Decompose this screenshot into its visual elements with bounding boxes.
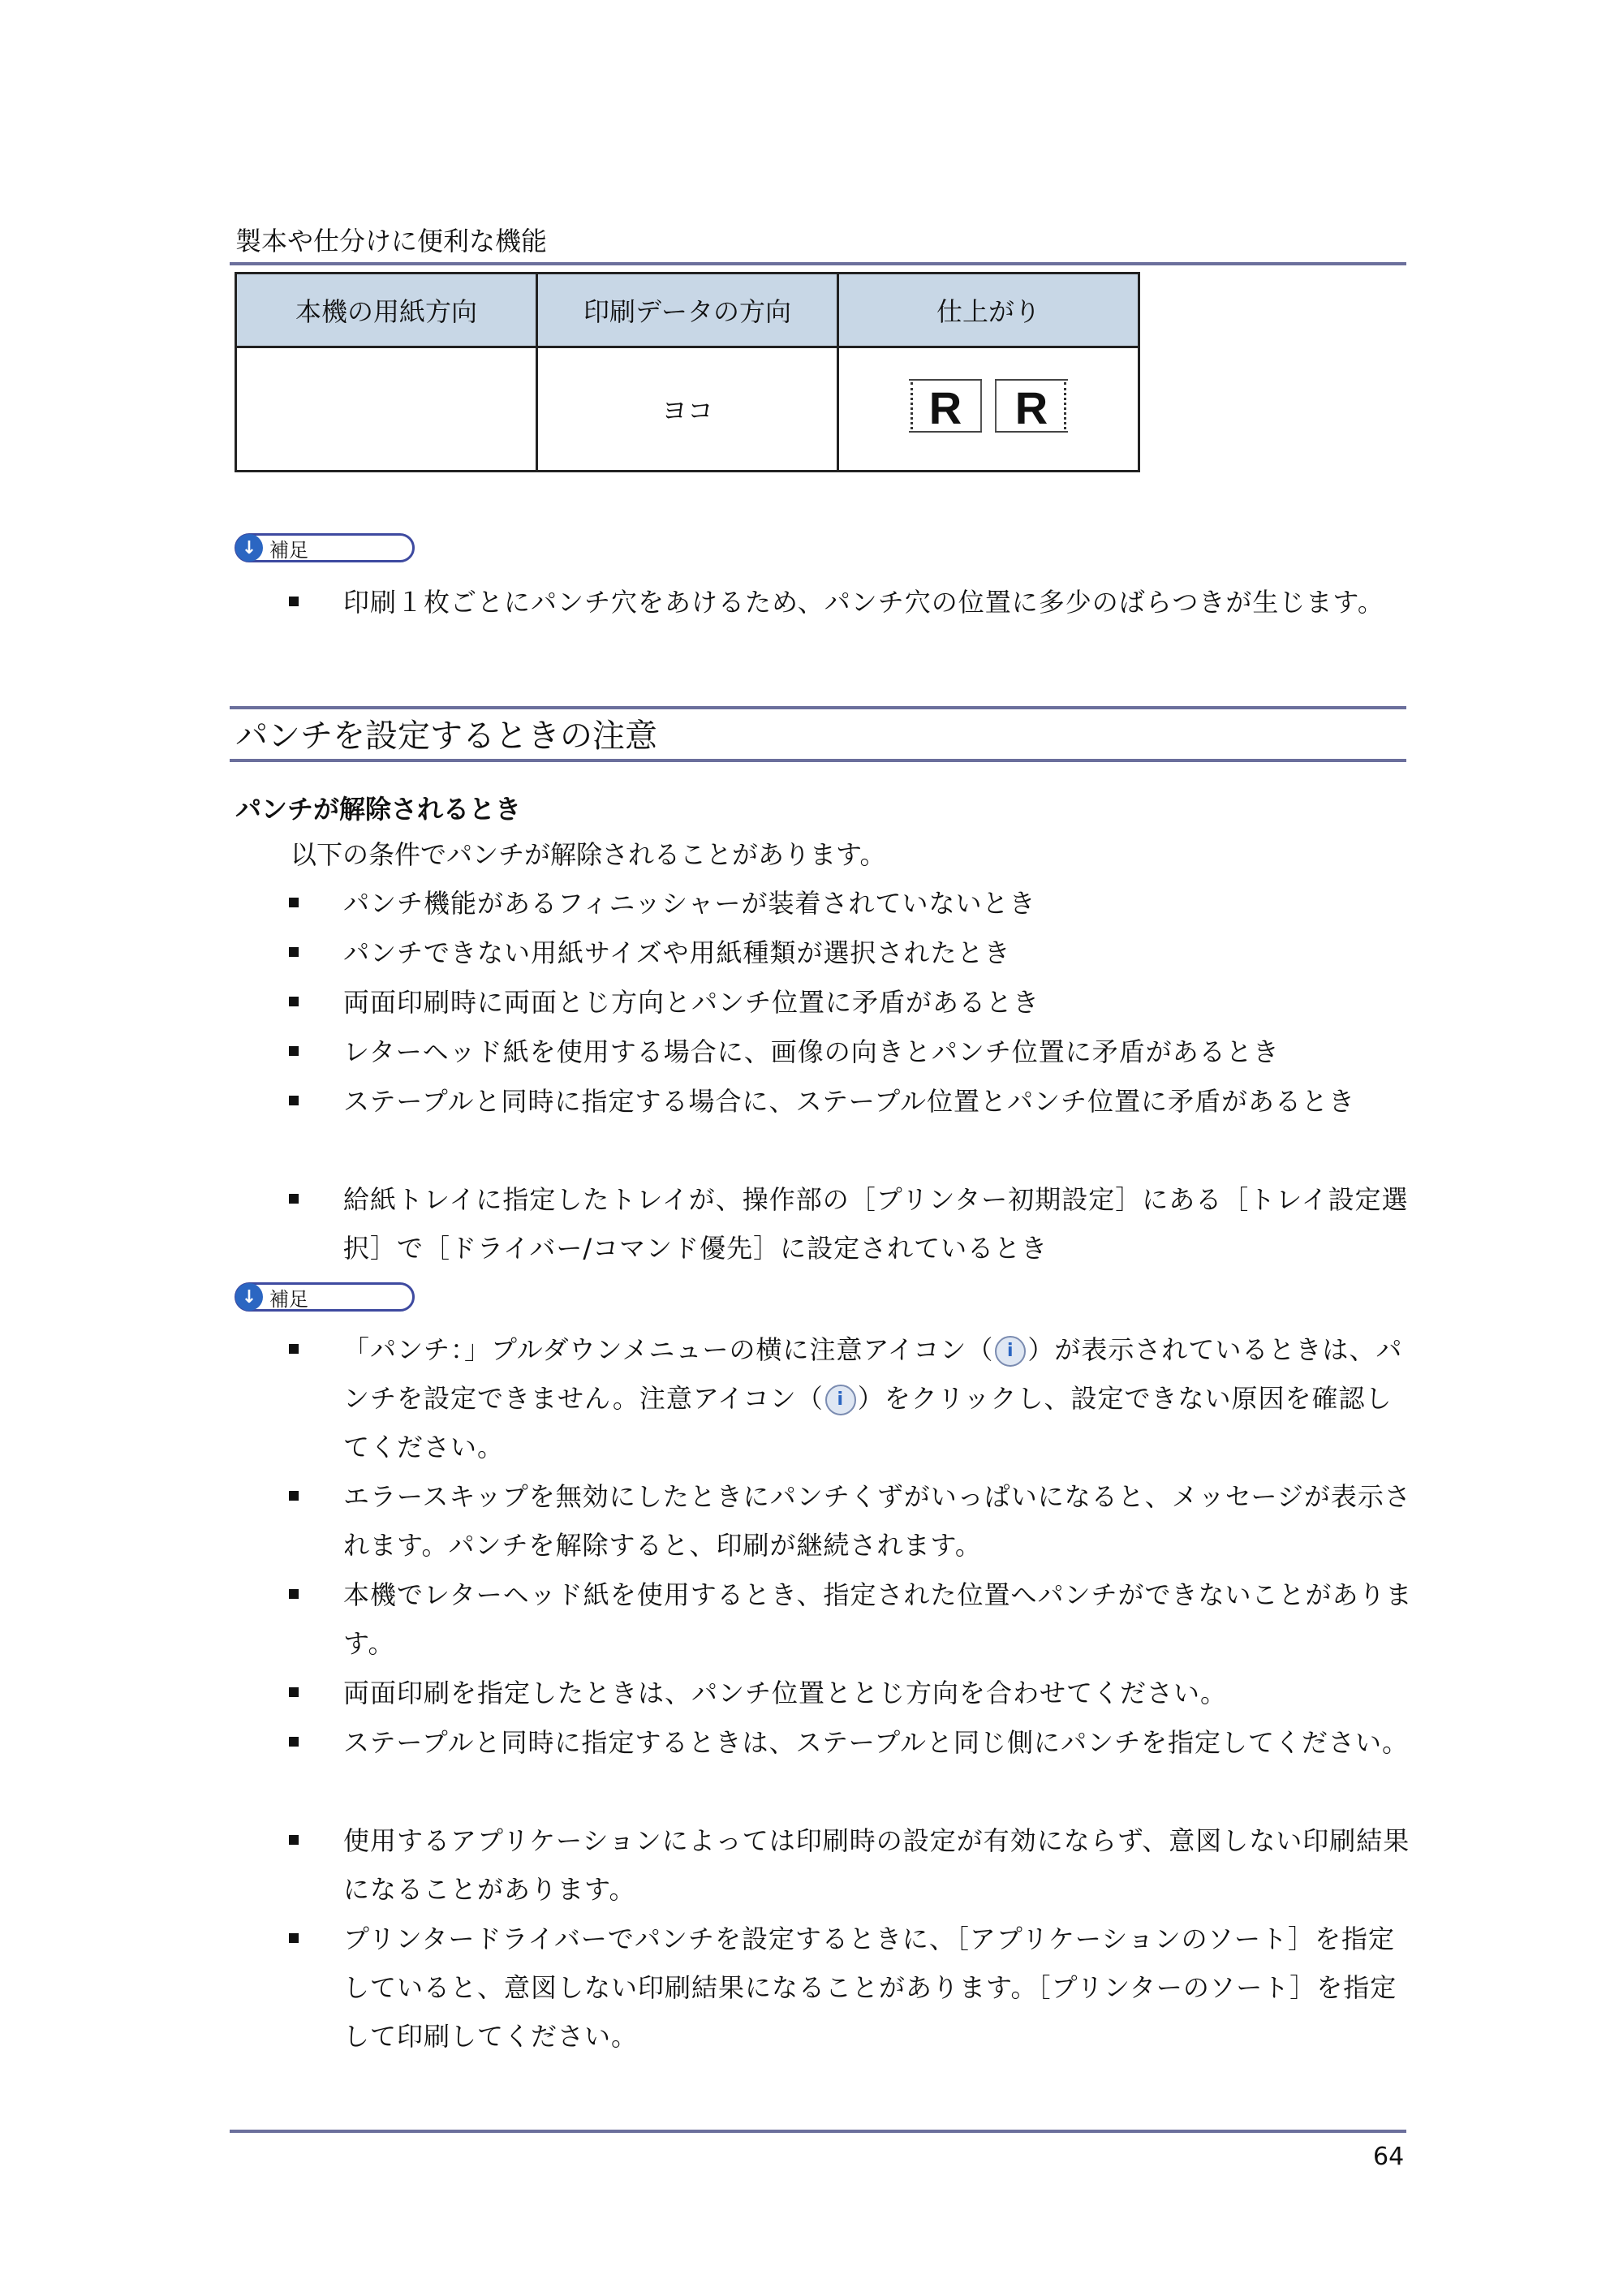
bullet-icon	[289, 597, 299, 606]
bullet-icon	[289, 1737, 299, 1747]
list-item: 給紙トレイに指定したトレイが、操作部の［プリンター初期設定］にある［トレイ設定選択］で［ドライバー/コマンド優先］に設定されているとき	[343, 1184, 1409, 1264]
list-item: ステープルと同時に指定するときは、ステープルと同じ側にパンチを指定してください。	[343, 1727, 1409, 1758]
footer-rule	[230, 2130, 1406, 2133]
table-header: 本機の用紙方向	[236, 274, 537, 347]
list-item: 印刷１枚ごとにパンチ穴をあけるため、パンチ穴の位置に多少のばらつきが生じます。	[343, 587, 1384, 618]
finish-table	[235, 272, 1140, 472]
table-row	[236, 347, 1139, 472]
bullet-icon	[289, 947, 299, 957]
table-header: 印刷データの方向	[537, 274, 838, 347]
list-item: 両面印刷時に両面とじ方向とパンチ位置に矛盾があるとき	[343, 987, 1040, 1018]
bullet-icon	[289, 1835, 299, 1845]
bullet-icon	[289, 997, 299, 1006]
bullet-icon	[289, 898, 299, 907]
bullet-icon	[289, 1933, 299, 1943]
section-heading: パンチを設定するときの注意	[235, 717, 657, 755]
note-label: 補足	[269, 1287, 308, 1311]
table-header: 仕上がり	[838, 274, 1139, 347]
finish-illustration	[909, 379, 1068, 433]
bullet-icon	[289, 1344, 299, 1354]
sheet-icon	[995, 379, 1068, 433]
list-item: プリンタードライバーでパンチを設定するときに、［アプリケーションのソート］を指定していると、意図しない印刷結果になることがあります。［プリンターのソート］を指定して印刷してください。	[343, 1923, 1397, 2052]
sheet-letter: R	[928, 382, 962, 433]
note-label: 補足	[269, 538, 308, 562]
intro-text: 以下の条件でパンチが解除されることがあります。	[291, 839, 886, 870]
bullet-icon	[289, 1589, 299, 1599]
heading-bottom-rule	[230, 759, 1406, 762]
info-icon: i	[825, 1385, 856, 1415]
page-number: 64	[1373, 2143, 1405, 2171]
subheading: パンチが解除されるとき	[235, 794, 522, 825]
list-item: 両面印刷を指定したときは、パンチ位置ととじ方向を合わせてください。	[343, 1678, 1228, 1708]
bullet-icon	[289, 1194, 299, 1204]
list-item: パンチできない用紙サイズや用紙種類が選択されたとき	[343, 937, 1011, 968]
sheet-icon	[909, 379, 982, 433]
sheet-letter: R	[1014, 382, 1048, 433]
list-item: ステープルと同時に指定する場合に、ステープル位置とパンチ位置に矛盾があるとき	[343, 1086, 1355, 1117]
section-label: 製本や仕分けに便利な機能	[235, 226, 548, 256]
list-item: 本機でレターヘッド紙を使用するとき、指定された位置へパンチができないことがあります。	[343, 1579, 1413, 1659]
note-badge	[235, 1282, 415, 1312]
table-cell	[838, 347, 1139, 472]
heading-top-rule	[230, 706, 1406, 709]
list-item-text: 「パンチ：」プルダウンメニューの横に注意アイコン（	[343, 1334, 994, 1365]
table-cell	[236, 347, 537, 472]
bullet-icon	[289, 1687, 299, 1697]
arrow-down-icon: ↓	[235, 534, 263, 562]
note-badge	[235, 533, 415, 562]
list-item-text: ）をクリックし、設定できない原因を確認してください。	[343, 1383, 1393, 1462]
list-item	[343, 1325, 1414, 1471]
table-cell: ヨコ	[537, 347, 838, 472]
list-item: エラースキップを無効にしたときにパンチくずがいっぱいになると、メッセージが表示されます。パンチを解除すると、印刷が継続されます。	[343, 1481, 1411, 1561]
list-item-text: ）が表示されているときは、パンチを設定できません。注意アイコン（	[343, 1334, 1403, 1414]
bullet-icon	[289, 1046, 299, 1056]
list-item: パンチ機能があるフィニッシャーが装着されていないとき	[343, 888, 1036, 919]
arrow-down-icon: ↓	[235, 1283, 263, 1311]
bullet-icon	[289, 1491, 299, 1501]
list-item: 使用するアプリケーションによっては印刷時の設定が有効にならず、意図しない印刷結果になることがあります。	[343, 1825, 1410, 1905]
list-item: レターヘッド紙を使用する場合に、画像の向きとパンチ位置に矛盾があるとき	[343, 1036, 1280, 1067]
bullet-icon	[289, 1096, 299, 1105]
section-rule	[230, 262, 1406, 265]
info-icon: i	[995, 1336, 1026, 1367]
